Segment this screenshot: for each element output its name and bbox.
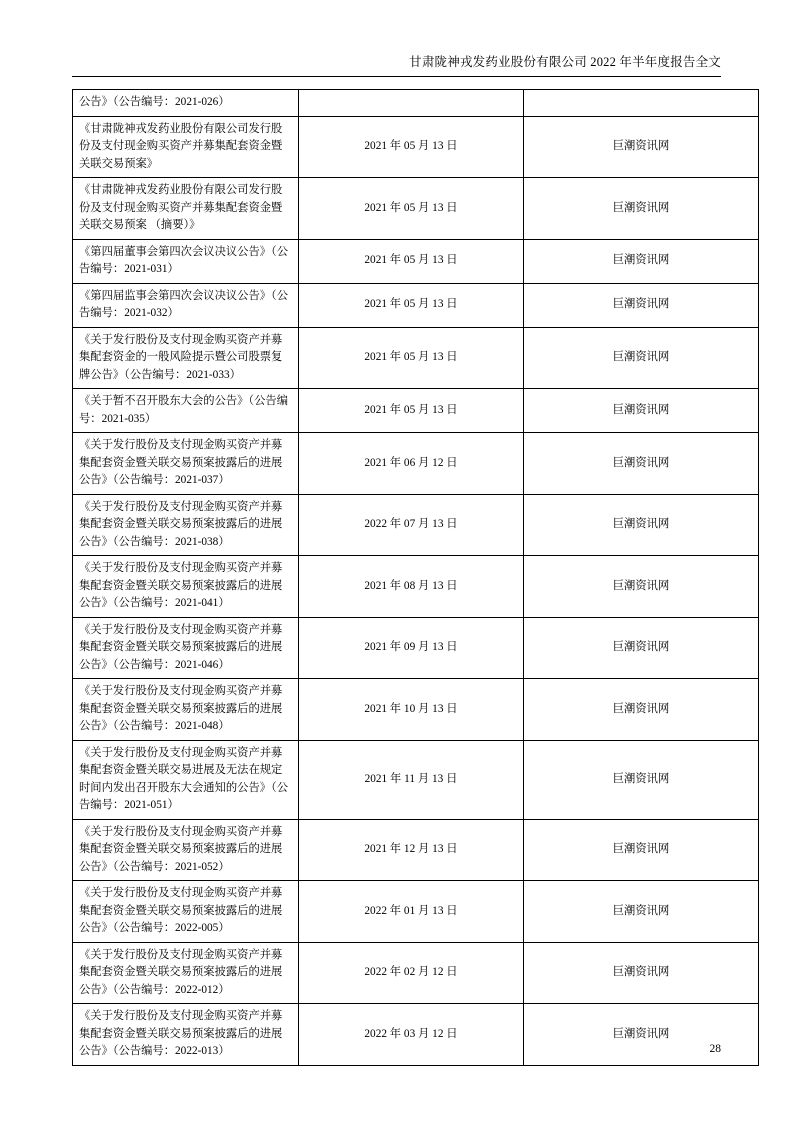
- table-row: [73, 389, 759, 433]
- cell-disclosure-date: 2021 年 06 月 12 日: [299, 433, 524, 495]
- table-row: [73, 433, 759, 495]
- table-row: [73, 819, 759, 881]
- cell-disclosure-date: 2022 年 02 月 12 日: [299, 942, 524, 1004]
- cell-announcement-title: 《甘肃陇神戎发药业股份有限公司发行股份及支付现金购买资产并募集配套资金暨关联交易预案》: [73, 116, 299, 178]
- cell-disclosure-date: 2021 年 05 月 13 日: [299, 389, 524, 433]
- cell-disclosure-site: 巨潮资讯网: [524, 389, 759, 433]
- cell-announcement-title: 《关于发行股份及支付现金购买资产并募集配套资金暨关联交易进展及无法在规定时间内发出召开股东大会通知的公告》（公告编号：2021-051）: [73, 740, 299, 819]
- cell-disclosure-site: 巨潮资讯网: [524, 327, 759, 389]
- cell-disclosure-site: 巨潮资讯网: [524, 679, 759, 741]
- cell-disclosure-date: 2021 年 12 月 13 日: [299, 819, 524, 881]
- cell-disclosure-site: [524, 90, 759, 117]
- cell-announcement-title: 《甘肃陇神戎发药业股份有限公司发行股份及支付现金购买资产并募集配套资金暨关联交易预案 （摘要）》: [73, 178, 299, 240]
- table-row: [73, 740, 759, 819]
- cell-disclosure-site: 巨潮资讯网: [524, 740, 759, 819]
- cell-disclosure-date: 2021 年 05 月 13 日: [299, 116, 524, 178]
- page-header: 甘肃陇神戎发药业股份有限公司 2022 年半年度报告全文: [409, 55, 721, 69]
- table-row: [73, 90, 759, 117]
- table-row: [73, 679, 759, 741]
- table-row: [73, 1004, 759, 1066]
- cell-announcement-title: 《关于暂不召开股东大会的公告》（公告编号：2021-035）: [73, 389, 299, 433]
- cell-disclosure-date: 2021 年 08 月 13 日: [299, 556, 524, 618]
- cell-announcement-title: 《关于发行股份及支付现金购买资产并募集配套资金暨关联交易预案披露后的进展公告》（公告编号：2021-041）: [73, 556, 299, 618]
- table-row: [73, 617, 759, 679]
- cell-announcement-title: 《关于发行股份及支付现金购买资产并募集配套资金暨关联交易预案披露后的进展公告》（公告编号：2021-046）: [73, 617, 299, 679]
- cell-announcement-title: 《关于发行股份及支付现金购买资产并募集配套资金暨关联交易预案披露后的进展公告》（公告编号：2021-048）: [73, 679, 299, 741]
- cell-disclosure-site: 巨潮资讯网: [524, 178, 759, 240]
- cell-disclosure-site: 巨潮资讯网: [524, 239, 759, 283]
- table-row: [73, 881, 759, 943]
- cell-announcement-title: 《关于发行股份及支付现金购买资产并募集配套资金暨关联交易预案披露后的进展公告》（公告编号：2022-005）: [73, 881, 299, 943]
- table-row: [73, 283, 759, 327]
- cell-disclosure-date: [299, 90, 524, 117]
- table-row: [73, 178, 759, 240]
- cell-disclosure-site: 巨潮资讯网: [524, 942, 759, 1004]
- cell-disclosure-date: 2021 年 10 月 13 日: [299, 679, 524, 741]
- table-row: [73, 239, 759, 283]
- cell-disclosure-date: 2021 年 05 月 13 日: [299, 327, 524, 389]
- cell-disclosure-date: 2021 年 09 月 13 日: [299, 617, 524, 679]
- cell-disclosure-site: 巨潮资讯网: [524, 283, 759, 327]
- cell-disclosure-date: 2021 年 05 月 13 日: [299, 178, 524, 240]
- cell-disclosure-site: 巨潮资讯网: [524, 116, 759, 178]
- cell-disclosure-date: 2022 年 01 月 13 日: [299, 881, 524, 943]
- cell-disclosure-site: 巨潮资讯网: [524, 494, 759, 556]
- table-row: [73, 327, 759, 389]
- cell-disclosure-date: 2021 年 05 月 13 日: [299, 239, 524, 283]
- page-number: 28: [709, 1043, 721, 1055]
- cell-disclosure-date: 2021 年 05 月 13 日: [299, 283, 524, 327]
- cell-disclosure-date: 2021 年 11 月 13 日: [299, 740, 524, 819]
- table-row: [73, 942, 759, 1004]
- table-row: [73, 116, 759, 178]
- cell-announcement-title: 公告》（公告编号：2021-026）: [73, 90, 299, 117]
- header-divider: [72, 76, 721, 77]
- table-row: [73, 494, 759, 556]
- cell-announcement-title: 《第四届监事会第四次会议决议公告》（公告编号：2021-032）: [73, 283, 299, 327]
- cell-announcement-title: 《第四届董事会第四次会议决议公告》（公告编号：2021-031）: [73, 239, 299, 283]
- cell-disclosure-date: 2022 年 07 月 13 日: [299, 494, 524, 556]
- cell-disclosure-site: 巨潮资讯网: [524, 617, 759, 679]
- table-body: [73, 90, 759, 1066]
- cell-disclosure-site: 巨潮资讯网: [524, 1004, 759, 1066]
- cell-announcement-title: 《关于发行股份及支付现金购买资产并募集配套资金的一般风险提示暨公司股票复牌公告》（公告编号：2021-033）: [73, 327, 299, 389]
- cell-disclosure-site: 巨潮资讯网: [524, 556, 759, 618]
- cell-announcement-title: 《关于发行股份及支付现金购买资产并募集配套资金暨关联交易预案披露后的进展公告》（公告编号：2021-038）: [73, 494, 299, 556]
- cell-disclosure-date: 2022 年 03 月 12 日: [299, 1004, 524, 1066]
- cell-disclosure-site: 巨潮资讯网: [524, 433, 759, 495]
- cell-announcement-title: 《关于发行股份及支付现金购买资产并募集配套资金暨关联交易预案披露后的进展公告》（公告编号：2022-013）: [73, 1004, 299, 1066]
- table-row: [73, 556, 759, 618]
- cell-announcement-title: 《关于发行股份及支付现金购买资产并募集配套资金暨关联交易预案披露后的进展公告》（公告编号：2022-012）: [73, 942, 299, 1004]
- cell-disclosure-site: 巨潮资讯网: [524, 881, 759, 943]
- cell-announcement-title: 《关于发行股份及支付现金购买资产并募集配套资金暨关联交易预案披露后的进展公告》（公告编号：2021-037）: [73, 433, 299, 495]
- cell-announcement-title: 《关于发行股份及支付现金购买资产并募集配套资金暨关联交易预案披露后的进展公告》（公告编号：2021-052）: [73, 819, 299, 881]
- announcements-table: [72, 89, 759, 1066]
- cell-disclosure-site: 巨潮资讯网: [524, 819, 759, 881]
